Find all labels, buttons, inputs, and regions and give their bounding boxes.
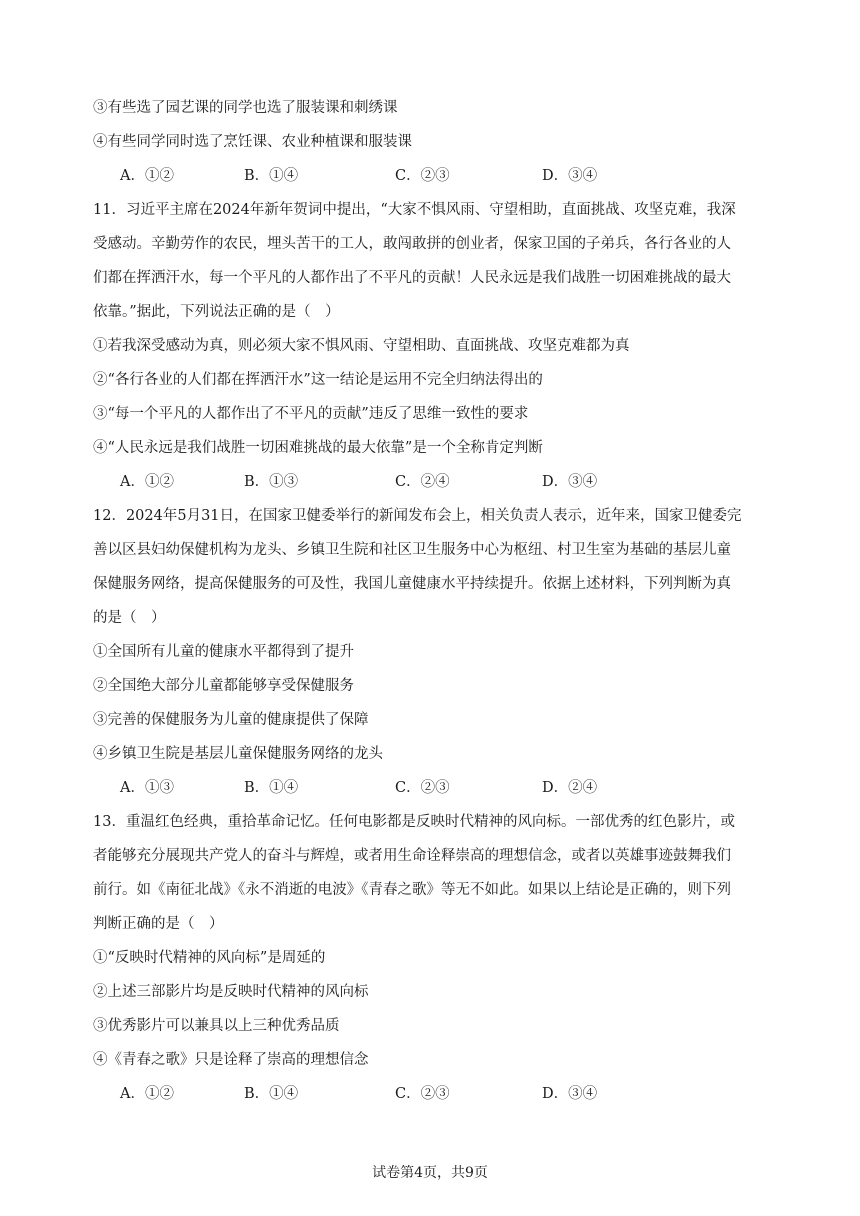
q10-option-c[interactable]: C．②③ (395, 168, 450, 184)
q13-stem-line: 13．重温红色经典，重拾革命记忆。任何电影都是反映时代精神的风向标。一部优秀的红色影片，或 (93, 814, 735, 830)
q11-stem-line: 依靠。”据此，下列说法正确的是（ ） (93, 304, 340, 320)
q10-item-3: ③有些选了园艺课的同学也选了服装课和刺绣课 (93, 100, 398, 116)
q11-stem-line: 受感动。辛勤劳作的农民，埋头苦干的工人，敢闯敢拼的创业者，保家卫国的子弟兵，各行各业的人 (93, 236, 731, 252)
q10-item-4: ④有些同学同时选了烹饪课、农业种植课和服装课 (93, 134, 412, 150)
q12-stem-line: 的是（ ） (93, 610, 166, 626)
q11-options (120, 472, 740, 492)
q12-item-1: ①全国所有儿童的健康水平都得到了提升 (93, 644, 354, 660)
q13-item-2: ②上述三部影片均是反映时代精神的风向标 (93, 984, 369, 1000)
q12-item-2: ②全国绝大部分儿童都能够享受保健服务 (93, 678, 354, 694)
q12-stem-line: 12．2024年5月31日，在国家卫健委举行的新闻发布会上，相关负责人表示，近年来，国家卫健委完 (93, 508, 742, 524)
q13-option-c[interactable]: C．②③ (395, 1086, 450, 1102)
q11-option-d[interactable]: D．③④ (542, 474, 598, 490)
q10-option-b[interactable]: B．①④ (244, 168, 299, 184)
q13-stem-line: 前行。如《南征北战》《永不消逝的电波》《青春之歌》等无不如此。如果以上结论是正确的，则下列 (93, 882, 731, 898)
q12-options (120, 778, 740, 798)
q13-option-d[interactable]: D．③④ (542, 1086, 598, 1102)
q12-stem-line: 保健服务网络，提高保健服务的可及性，我国儿童健康水平持续提升。依据上述材料，下列判断为真 (93, 576, 731, 592)
q12-option-d[interactable]: D．②④ (542, 780, 598, 796)
q11-option-b[interactable]: B．①③ (244, 474, 299, 490)
q11-item-1: ①若我深受感动为真，则必须大家不惧风雨、守望相助、直面挑战、攻坚克难都为真 (93, 338, 630, 354)
q12-stem-line: 善以区县妇幼保健机构为龙头、乡镇卫生院和社区卫生服务中心为枢纽、村卫生室为基础的基层儿童 (93, 542, 731, 558)
q11-item-3: ③“每一个平凡的人都作出了不平凡的贡献”违反了思维一致性的要求 (93, 406, 529, 422)
q13-option-a[interactable]: A．①② (120, 1086, 174, 1102)
q12-option-c[interactable]: C．②③ (395, 780, 450, 796)
q12-item-3: ③完善的保健服务为儿童的健康提供了保障 (93, 712, 369, 728)
page-footer: 试卷第4页，共9页 (372, 1165, 488, 1181)
q13-option-b[interactable]: B．①④ (244, 1086, 299, 1102)
q11-item-4: ④“人民永远是我们战胜一切困难挑战的最大依靠”是一个全称肯定判断 (93, 440, 543, 456)
q10-option-d[interactable]: D．③④ (542, 168, 598, 184)
q13-stem-line: 者能够充分展现共产党人的奋斗与辉煌，或者用生命诠释崇高的理想信念，或者以英雄事迹鼓舞我们 (93, 848, 731, 864)
q11-item-2: ②“各行各业的人们都在挥洒汗水”这一结论是运用不完全归纳法得出的 (93, 372, 543, 388)
q10-options (120, 166, 740, 186)
q11-option-c[interactable]: C．②④ (395, 474, 450, 490)
q12-option-b[interactable]: B．①④ (244, 780, 299, 796)
q12-option-a[interactable]: A．①③ (120, 780, 174, 796)
q11-option-a[interactable]: A．①② (120, 474, 174, 490)
q10-option-a[interactable]: A．①② (120, 168, 174, 184)
q13-options (120, 1084, 740, 1104)
q13-item-3: ③优秀影片可以兼具以上三种优秀品质 (93, 1018, 340, 1034)
q13-item-1: ①“反映时代精神的风向标”是周延的 (93, 950, 326, 966)
q12-item-4: ④乡镇卫生院是基层儿童保健服务网络的龙头 (93, 746, 383, 762)
q13-item-4: ④《青春之歌》只是诠释了崇高的理想信念 (93, 1052, 369, 1068)
q11-stem-line: 们都在挥洒汗水，每一个平凡的人都作出了不平凡的贡献！人民永远是我们战胜一切困难挑战的最大 (93, 270, 731, 286)
q13-stem-line: 判断正确的是（ ） (93, 916, 224, 932)
q11-stem-line: 11．习近平主席在2024年新年贺词中提出，“大家不惧风雨、守望相助，直面挑战、攻坚克难，我深 (93, 202, 736, 218)
